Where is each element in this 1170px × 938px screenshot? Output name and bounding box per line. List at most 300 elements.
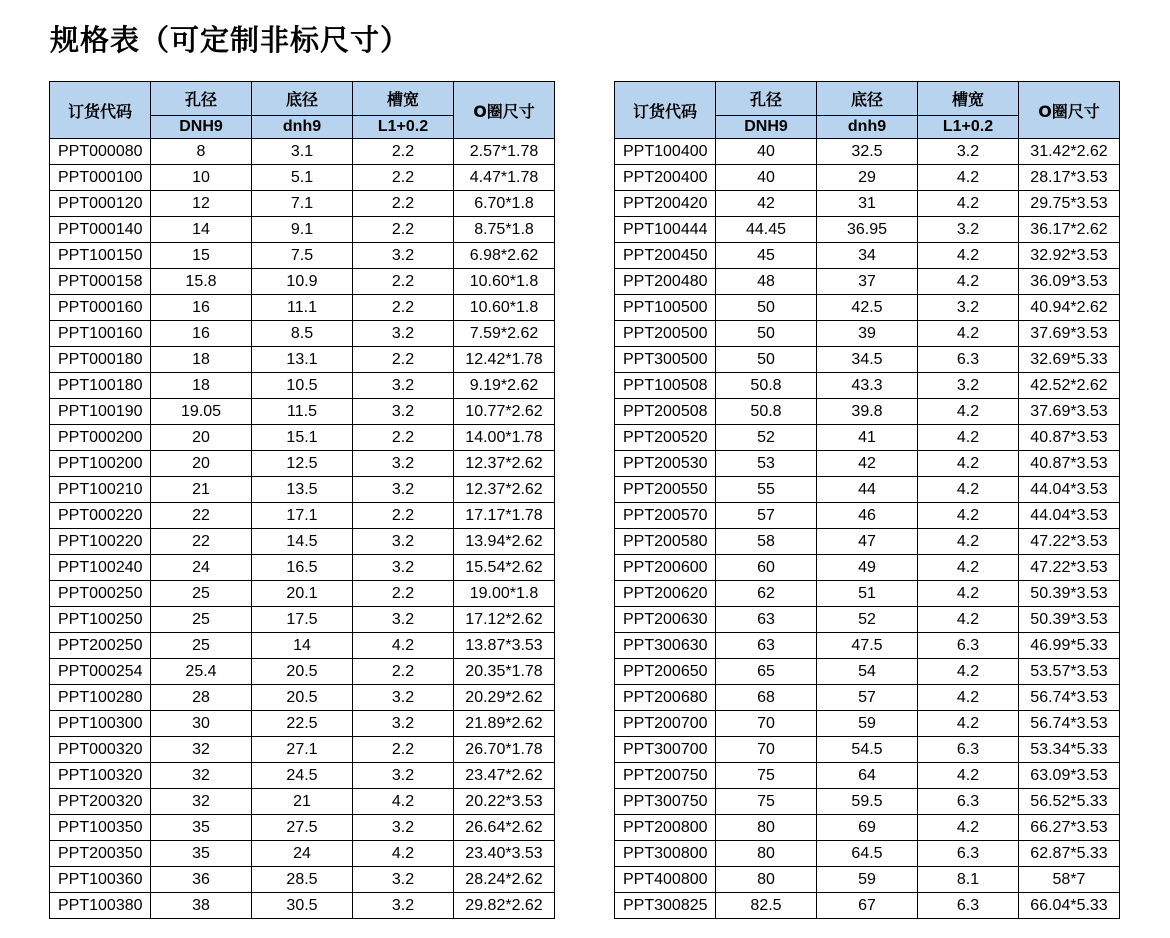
order-code-cell: PPT100220 — [50, 529, 151, 555]
bore-cell: 25 — [151, 607, 252, 633]
table-row — [615, 841, 1120, 867]
table-row — [50, 633, 555, 659]
spec-table-right — [614, 81, 1120, 919]
table-row — [50, 373, 555, 399]
groove-width-cell: 3.2 — [353, 477, 454, 503]
oring-size-cell: 8.75*1.8 — [454, 217, 555, 243]
oring-size-cell: 23.47*2.62 — [454, 763, 555, 789]
oring-size-cell: 12.37*2.62 — [454, 451, 555, 477]
order-code-cell: PPT200580 — [615, 529, 716, 555]
bore-cell: 22 — [151, 529, 252, 555]
groove-width-cell: 3.2 — [918, 373, 1019, 399]
oring-size-cell: 42.52*2.62 — [1019, 373, 1120, 399]
table-row — [615, 165, 1120, 191]
groove-width-cell: 2.2 — [353, 581, 454, 607]
table-row — [50, 841, 555, 867]
oring-size-cell: 44.04*3.53 — [1019, 503, 1120, 529]
bottom-diameter-cell: 34 — [817, 243, 918, 269]
bottom-diameter-cell: 37 — [817, 269, 918, 295]
table-row — [50, 399, 555, 425]
bore-cell: 16 — [151, 321, 252, 347]
bore-cell: 32 — [151, 789, 252, 815]
bottom-diameter-cell: 59 — [817, 867, 918, 893]
order-code-cell: PPT100250 — [50, 607, 151, 633]
groove-width-cell: 4.2 — [353, 789, 454, 815]
oring-size-cell: 50.39*3.53 — [1019, 607, 1120, 633]
table-row — [50, 815, 555, 841]
order-code-cell: PPT000080 — [50, 139, 151, 165]
bottom-diameter-cell: 8.5 — [252, 321, 353, 347]
table-row — [50, 477, 555, 503]
groove-width-cell: 4.2 — [918, 763, 1019, 789]
bottom-diameter-cell: 15.1 — [252, 425, 353, 451]
order-code-cell: PPT100508 — [615, 373, 716, 399]
table-row — [50, 867, 555, 893]
order-code-cell: PPT200680 — [615, 685, 716, 711]
header-bottom-tolerance: dnh9 — [252, 116, 353, 139]
bottom-diameter-cell: 20.5 — [252, 685, 353, 711]
order-code-cell: PPT100444 — [615, 217, 716, 243]
order-code-cell: PPT000180 — [50, 347, 151, 373]
table-row — [50, 581, 555, 607]
groove-width-cell: 2.2 — [353, 139, 454, 165]
bore-cell: 62 — [716, 581, 817, 607]
table-row — [50, 217, 555, 243]
oring-size-cell: 44.04*3.53 — [1019, 477, 1120, 503]
bore-cell: 58 — [716, 529, 817, 555]
table-row — [615, 425, 1120, 451]
table-row — [615, 269, 1120, 295]
groove-width-cell: 4.2 — [918, 165, 1019, 191]
groove-width-cell: 4.2 — [918, 581, 1019, 607]
table-row — [615, 763, 1120, 789]
bore-cell: 68 — [716, 685, 817, 711]
order-code-cell: PPT200650 — [615, 659, 716, 685]
bottom-diameter-cell: 47.5 — [817, 633, 918, 659]
bore-cell: 22 — [151, 503, 252, 529]
oring-size-cell: 29.82*2.62 — [454, 893, 555, 919]
order-code-cell: PPT100320 — [50, 763, 151, 789]
order-code-cell: PPT200480 — [615, 269, 716, 295]
oring-size-cell: 40.87*3.53 — [1019, 451, 1120, 477]
bottom-diameter-cell: 24 — [252, 841, 353, 867]
bore-cell: 32 — [151, 737, 252, 763]
order-code-cell: PPT200320 — [50, 789, 151, 815]
groove-width-cell: 3.2 — [353, 555, 454, 581]
table-row — [615, 139, 1120, 165]
table-row — [50, 685, 555, 711]
oring-size-cell: 20.35*1.78 — [454, 659, 555, 685]
table-row — [615, 295, 1120, 321]
oring-size-cell: 32.92*3.53 — [1019, 243, 1120, 269]
oring-size-cell: 19.00*1.8 — [454, 581, 555, 607]
table-row — [50, 451, 555, 477]
bottom-diameter-cell: 46 — [817, 503, 918, 529]
table-row — [615, 451, 1120, 477]
groove-width-cell: 3.2 — [353, 867, 454, 893]
order-code-cell: PPT400800 — [615, 867, 716, 893]
bottom-diameter-cell: 13.5 — [252, 477, 353, 503]
table-row — [50, 893, 555, 919]
order-code-cell: PPT200550 — [615, 477, 716, 503]
bottom-diameter-cell: 7.1 — [252, 191, 353, 217]
oring-size-cell: 17.12*2.62 — [454, 607, 555, 633]
groove-width-cell: 4.2 — [918, 607, 1019, 633]
bottom-diameter-cell: 27.1 — [252, 737, 353, 763]
table-row — [615, 347, 1120, 373]
groove-width-cell: 4.2 — [918, 243, 1019, 269]
groove-width-cell: 2.2 — [353, 269, 454, 295]
table-row — [615, 243, 1120, 269]
bottom-diameter-cell: 54.5 — [817, 737, 918, 763]
bore-cell: 10 — [151, 165, 252, 191]
bore-cell: 50 — [716, 295, 817, 321]
groove-width-cell: 2.2 — [353, 659, 454, 685]
table-row — [615, 607, 1120, 633]
groove-width-cell: 6.3 — [918, 347, 1019, 373]
order-code-cell: PPT200750 — [615, 763, 716, 789]
header-bore-tolerance: DNH9 — [716, 116, 817, 139]
bore-cell: 12 — [151, 191, 252, 217]
bore-cell: 75 — [716, 763, 817, 789]
bottom-diameter-cell: 11.5 — [252, 399, 353, 425]
bottom-diameter-cell: 54 — [817, 659, 918, 685]
bore-cell: 15 — [151, 243, 252, 269]
bore-cell: 25 — [151, 633, 252, 659]
order-code-cell: PPT000320 — [50, 737, 151, 763]
table-row — [615, 191, 1120, 217]
bore-cell: 40 — [716, 165, 817, 191]
bore-cell: 53 — [716, 451, 817, 477]
order-code-cell: PPT000220 — [50, 503, 151, 529]
groove-width-cell: 3.2 — [353, 399, 454, 425]
bore-cell: 8 — [151, 139, 252, 165]
order-code-cell: PPT100200 — [50, 451, 151, 477]
oring-size-cell: 7.59*2.62 — [454, 321, 555, 347]
order-code-cell: PPT200350 — [50, 841, 151, 867]
oring-size-cell: 9.19*2.62 — [454, 373, 555, 399]
table-row — [50, 607, 555, 633]
bore-cell: 25.4 — [151, 659, 252, 685]
oring-size-cell: 40.94*2.62 — [1019, 295, 1120, 321]
bottom-diameter-cell: 39 — [817, 321, 918, 347]
order-code-cell: PPT200700 — [615, 711, 716, 737]
table-row — [615, 555, 1120, 581]
table-row — [615, 815, 1120, 841]
oring-size-cell: 62.87*5.33 — [1019, 841, 1120, 867]
table-row — [50, 529, 555, 555]
order-code-cell: PPT100160 — [50, 321, 151, 347]
oring-size-cell: 12.42*1.78 — [454, 347, 555, 373]
groove-width-cell: 4.2 — [918, 711, 1019, 737]
bore-cell: 30 — [151, 711, 252, 737]
bottom-diameter-cell: 11.1 — [252, 295, 353, 321]
order-code-cell: PPT200570 — [615, 503, 716, 529]
order-code-cell: PPT100210 — [50, 477, 151, 503]
groove-width-cell: 2.2 — [353, 217, 454, 243]
bottom-diameter-cell: 31 — [817, 191, 918, 217]
order-code-cell: PPT300630 — [615, 633, 716, 659]
table-row — [50, 789, 555, 815]
oring-size-cell: 20.29*2.62 — [454, 685, 555, 711]
bottom-diameter-cell: 27.5 — [252, 815, 353, 841]
bottom-diameter-cell: 41 — [817, 425, 918, 451]
bore-cell: 35 — [151, 815, 252, 841]
bore-cell: 38 — [151, 893, 252, 919]
header-bore-tolerance: DNH9 — [151, 116, 252, 139]
oring-size-cell: 6.98*2.62 — [454, 243, 555, 269]
groove-width-cell: 3.2 — [918, 295, 1019, 321]
order-code-cell: PPT100400 — [615, 139, 716, 165]
bore-cell: 19.05 — [151, 399, 252, 425]
bore-cell: 50 — [716, 321, 817, 347]
bore-cell: 20 — [151, 451, 252, 477]
bottom-diameter-cell: 20.1 — [252, 581, 353, 607]
groove-width-cell: 3.2 — [353, 815, 454, 841]
bottom-diameter-cell: 44 — [817, 477, 918, 503]
table-row — [615, 893, 1120, 919]
table-row — [615, 867, 1120, 893]
bore-cell: 35 — [151, 841, 252, 867]
groove-width-cell: 2.2 — [353, 165, 454, 191]
order-code-cell: PPT200800 — [615, 815, 716, 841]
groove-width-cell: 6.3 — [918, 841, 1019, 867]
oring-size-cell: 31.42*2.62 — [1019, 139, 1120, 165]
oring-size-cell: 17.17*1.78 — [454, 503, 555, 529]
oring-size-cell: 21.89*2.62 — [454, 711, 555, 737]
bottom-diameter-cell: 64 — [817, 763, 918, 789]
bore-cell: 18 — [151, 347, 252, 373]
header-bore: 孔径 — [151, 82, 252, 116]
bottom-diameter-cell: 30.5 — [252, 893, 353, 919]
oring-size-cell: 28.24*2.62 — [454, 867, 555, 893]
groove-width-cell: 2.2 — [353, 737, 454, 763]
bottom-diameter-cell: 34.5 — [817, 347, 918, 373]
oring-size-cell: 10.60*1.8 — [454, 269, 555, 295]
order-code-cell: PPT200630 — [615, 607, 716, 633]
groove-width-cell: 3.2 — [353, 607, 454, 633]
order-code-cell: PPT000158 — [50, 269, 151, 295]
bottom-diameter-cell: 29 — [817, 165, 918, 191]
bottom-diameter-cell: 5.1 — [252, 165, 353, 191]
groove-width-cell: 3.2 — [353, 243, 454, 269]
bottom-diameter-cell: 43.3 — [817, 373, 918, 399]
table-body — [50, 139, 555, 919]
bore-cell: 70 — [716, 737, 817, 763]
table-row — [50, 295, 555, 321]
bore-cell: 80 — [716, 841, 817, 867]
table-row — [50, 737, 555, 763]
groove-width-cell: 4.2 — [918, 503, 1019, 529]
header-oring-size: O圈尺寸 — [1019, 82, 1120, 139]
order-code-cell: PPT300825 — [615, 893, 716, 919]
table-row — [615, 711, 1120, 737]
oring-size-cell: 6.70*1.8 — [454, 191, 555, 217]
oring-size-cell: 36.17*2.62 — [1019, 217, 1120, 243]
oring-size-cell: 4.47*1.78 — [454, 165, 555, 191]
groove-width-cell: 4.2 — [918, 685, 1019, 711]
bottom-diameter-cell: 20.5 — [252, 659, 353, 685]
bore-cell: 50.8 — [716, 399, 817, 425]
oring-size-cell: 26.70*1.78 — [454, 737, 555, 763]
oring-size-cell: 12.37*2.62 — [454, 477, 555, 503]
order-code-cell: PPT000140 — [50, 217, 151, 243]
bottom-diameter-cell: 39.8 — [817, 399, 918, 425]
order-code-cell: PPT200450 — [615, 243, 716, 269]
groove-width-cell: 4.2 — [918, 477, 1019, 503]
table-body — [615, 139, 1120, 919]
header-bore: 孔径 — [716, 82, 817, 116]
oring-size-cell: 40.87*3.53 — [1019, 425, 1120, 451]
bore-cell: 21 — [151, 477, 252, 503]
bottom-diameter-cell: 57 — [817, 685, 918, 711]
table-row — [50, 503, 555, 529]
order-code-cell: PPT100180 — [50, 373, 151, 399]
table-row — [50, 191, 555, 217]
bottom-diameter-cell: 64.5 — [817, 841, 918, 867]
oring-size-cell: 14.00*1.78 — [454, 425, 555, 451]
oring-size-cell: 50.39*3.53 — [1019, 581, 1120, 607]
bore-cell: 80 — [716, 867, 817, 893]
bore-cell: 32 — [151, 763, 252, 789]
oring-size-cell: 47.22*3.53 — [1019, 529, 1120, 555]
table-row — [50, 139, 555, 165]
bore-cell: 57 — [716, 503, 817, 529]
bore-cell: 70 — [716, 711, 817, 737]
bore-cell: 82.5 — [716, 893, 817, 919]
oring-size-cell: 56.74*3.53 — [1019, 685, 1120, 711]
groove-width-cell: 6.3 — [918, 737, 1019, 763]
table-row — [615, 503, 1120, 529]
header-bottom-diameter: 底径 — [817, 82, 918, 116]
groove-width-cell: 2.2 — [353, 295, 454, 321]
table-row — [50, 425, 555, 451]
bore-cell: 55 — [716, 477, 817, 503]
groove-width-cell: 3.2 — [353, 893, 454, 919]
order-code-cell: PPT100190 — [50, 399, 151, 425]
oring-size-cell: 23.40*3.53 — [454, 841, 555, 867]
bore-cell: 14 — [151, 217, 252, 243]
oring-size-cell: 56.52*5.33 — [1019, 789, 1120, 815]
bore-cell: 40 — [716, 139, 817, 165]
table-row — [50, 659, 555, 685]
table-row — [50, 711, 555, 737]
table-row — [615, 581, 1120, 607]
bore-cell: 42 — [716, 191, 817, 217]
bottom-diameter-cell: 49 — [817, 555, 918, 581]
order-code-cell: PPT100350 — [50, 815, 151, 841]
bottom-diameter-cell: 59.5 — [817, 789, 918, 815]
oring-size-cell: 32.69*5.33 — [1019, 347, 1120, 373]
bottom-diameter-cell: 47 — [817, 529, 918, 555]
groove-width-cell: 4.2 — [918, 425, 1019, 451]
table-row — [50, 555, 555, 581]
order-code-cell: PPT000100 — [50, 165, 151, 191]
groove-width-cell: 4.2 — [918, 529, 1019, 555]
oring-size-cell: 46.99*5.33 — [1019, 633, 1120, 659]
bore-cell: 18 — [151, 373, 252, 399]
order-code-cell: PPT100300 — [50, 711, 151, 737]
bore-cell: 50.8 — [716, 373, 817, 399]
bore-cell: 75 — [716, 789, 817, 815]
oring-size-cell: 2.57*1.78 — [454, 139, 555, 165]
oring-size-cell: 13.87*3.53 — [454, 633, 555, 659]
header-groove-tolerance: L1+0.2 — [353, 116, 454, 139]
header-oring-size: O圈尺寸 — [454, 82, 555, 139]
order-code-cell: PPT200250 — [50, 633, 151, 659]
table-row — [50, 763, 555, 789]
bottom-diameter-cell: 36.95 — [817, 217, 918, 243]
header-order-code: 订货代码 — [615, 82, 716, 139]
order-code-cell: PPT000250 — [50, 581, 151, 607]
bore-cell: 28 — [151, 685, 252, 711]
bore-cell: 60 — [716, 555, 817, 581]
bottom-diameter-cell: 42 — [817, 451, 918, 477]
groove-width-cell: 2.2 — [353, 191, 454, 217]
order-code-cell: PPT200420 — [615, 191, 716, 217]
oring-size-cell: 15.54*2.62 — [454, 555, 555, 581]
bore-cell: 45 — [716, 243, 817, 269]
oring-size-cell: 36.09*3.53 — [1019, 269, 1120, 295]
bore-cell: 63 — [716, 607, 817, 633]
bore-cell: 24 — [151, 555, 252, 581]
order-code-cell: PPT100280 — [50, 685, 151, 711]
spec-table-left — [49, 81, 555, 919]
bottom-diameter-cell: 7.5 — [252, 243, 353, 269]
oring-size-cell: 63.09*3.53 — [1019, 763, 1120, 789]
oring-size-cell: 13.94*2.62 — [454, 529, 555, 555]
order-code-cell: PPT200600 — [615, 555, 716, 581]
groove-width-cell: 4.2 — [353, 841, 454, 867]
bottom-diameter-cell: 12.5 — [252, 451, 353, 477]
oring-size-cell: 20.22*3.53 — [454, 789, 555, 815]
header-groove-tolerance: L1+0.2 — [918, 116, 1019, 139]
bore-cell: 16 — [151, 295, 252, 321]
groove-width-cell: 2.2 — [353, 347, 454, 373]
bottom-diameter-cell: 28.5 — [252, 867, 353, 893]
bottom-diameter-cell: 10.5 — [252, 373, 353, 399]
bore-cell: 15.8 — [151, 269, 252, 295]
order-code-cell: PPT300700 — [615, 737, 716, 763]
order-code-cell: PPT000120 — [50, 191, 151, 217]
bore-cell: 50 — [716, 347, 817, 373]
page-title: 规格表（可定制非标尺寸） — [50, 23, 411, 57]
oring-size-cell: 53.34*5.33 — [1019, 737, 1120, 763]
groove-width-cell: 3.2 — [353, 711, 454, 737]
table-row — [50, 243, 555, 269]
order-code-cell: PPT000200 — [50, 425, 151, 451]
table-row — [615, 633, 1120, 659]
order-code-cell: PPT200620 — [615, 581, 716, 607]
table-row — [615, 373, 1120, 399]
table-row — [615, 217, 1120, 243]
bore-cell: 44.45 — [716, 217, 817, 243]
order-code-cell: PPT200508 — [615, 399, 716, 425]
bore-cell: 48 — [716, 269, 817, 295]
bore-cell: 20 — [151, 425, 252, 451]
groove-width-cell: 4.2 — [918, 815, 1019, 841]
order-code-cell: PPT100500 — [615, 295, 716, 321]
bottom-diameter-cell: 10.9 — [252, 269, 353, 295]
groove-width-cell: 4.2 — [918, 399, 1019, 425]
groove-width-cell: 6.3 — [918, 789, 1019, 815]
table-row — [50, 269, 555, 295]
oring-size-cell: 10.77*2.62 — [454, 399, 555, 425]
table-row — [50, 321, 555, 347]
table-row — [50, 347, 555, 373]
groove-width-cell: 4.2 — [353, 633, 454, 659]
header-order-code: 订货代码 — [50, 82, 151, 139]
